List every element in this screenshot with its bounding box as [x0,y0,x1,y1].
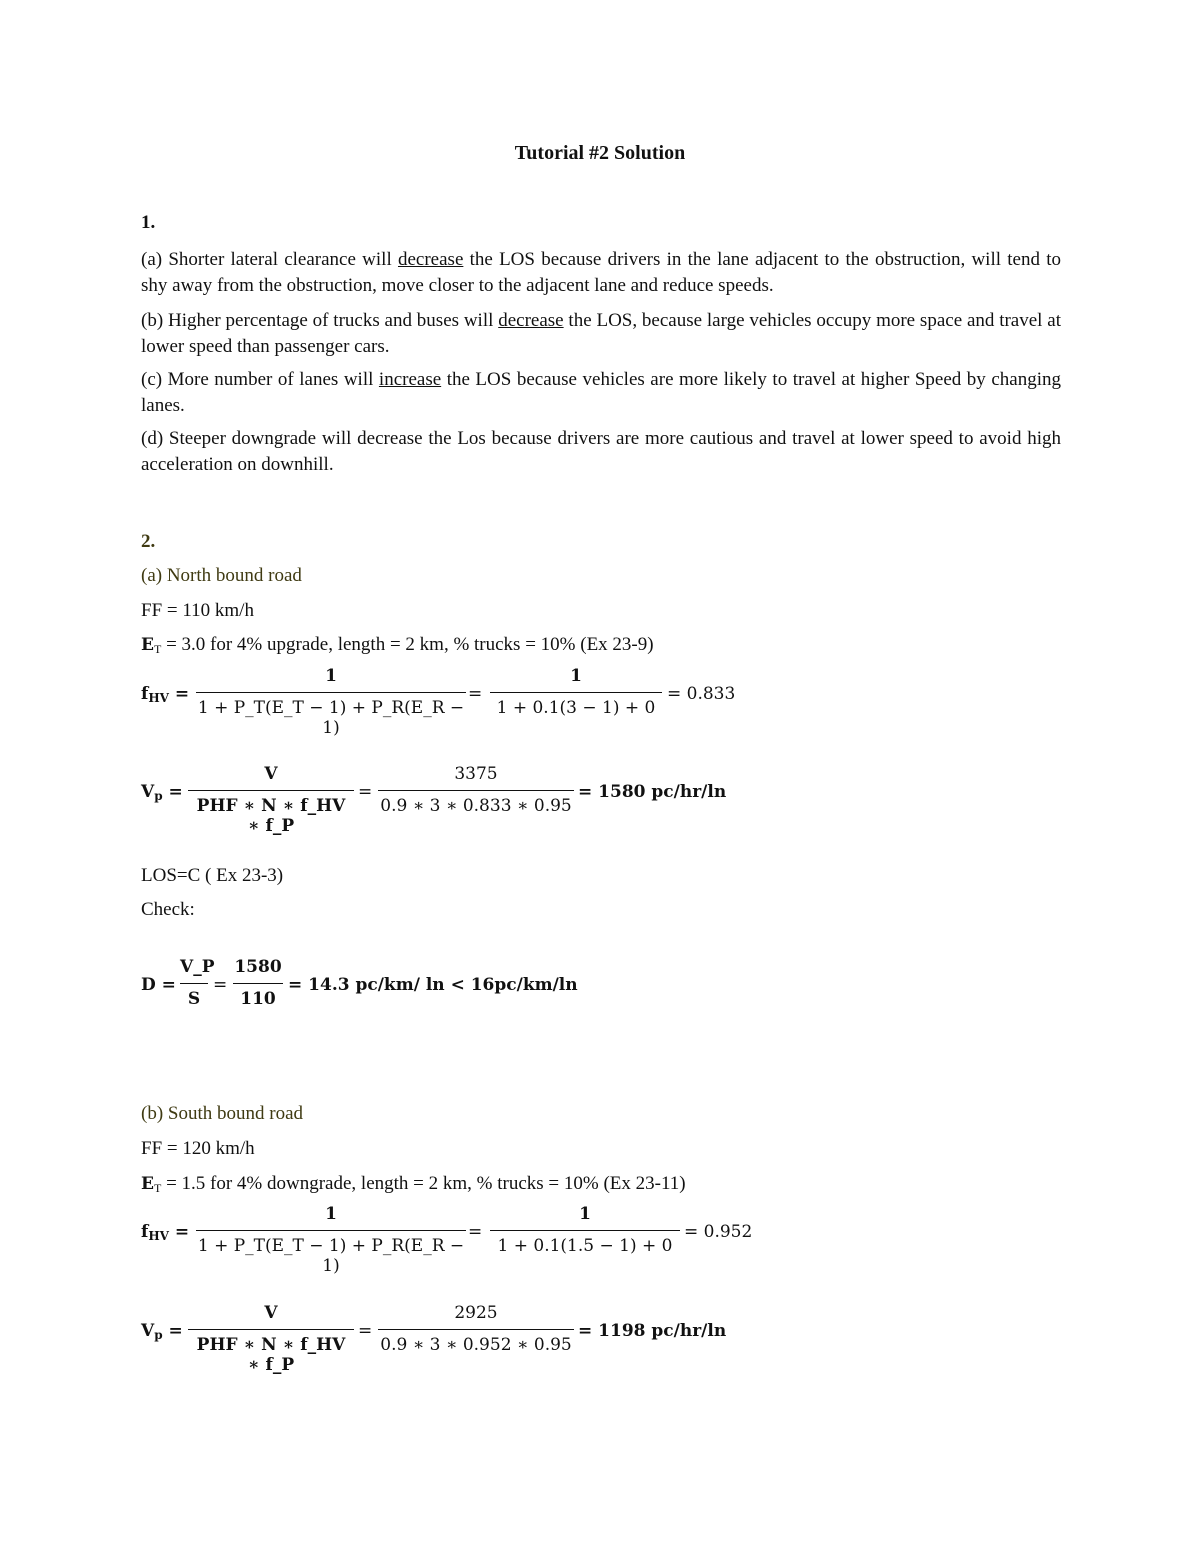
q2a-density-numerator-2: 1580 [234,957,282,977]
q2a-vp-equals: = [358,782,373,802]
q1-part-b [141,308,1061,359]
q2a-density-lhs: D = [141,975,176,995]
q2a-density-bar-1 [180,983,208,984]
q2b-fhv-numerator-2: 1 [579,1204,591,1224]
q1b-text-post: the LOS, because large vehicles occupy more space and travel at lower speed than passenger cars. [141,310,1061,357]
q2a-fhv-numerator-1: 1 [325,666,337,686]
q2a-vp-fraction-1 [188,764,354,836]
q2a-los: LOS=C ( Ex 23-3) [141,865,284,886]
q2a-density-bar-2 [233,983,283,984]
q2b-fhv-denominator-2: 1 + 0.1(1.5 − 1) + 0 [497,1236,673,1256]
q2a-vp-bar-2 [378,790,574,791]
q2b-heading: (b) South bound road [141,1103,304,1124]
q1-part-c [141,367,1061,418]
q2a-fhv-bar-2 [490,692,662,693]
q2a-fhv-lhs: $f_{HV}$ = [141,684,190,705]
q1c-text-post: the LOS because vehicles are more likely to travel at higher Speed by changing lanes. [141,369,1061,416]
q2b-et-subscript: T [153,1181,162,1195]
q2b-vp-numerator-1: V [264,1303,278,1323]
q2a-vp-denominator-2: 0.9 ∗ 3 ∗ 0.833 ∗ 0.95 [380,796,572,816]
q2b-vp-equals: = [358,1321,373,1341]
q2a-free-flow: FF = 110 km/h [141,600,254,621]
q1c-text-pre: (c) More number of lanes will [141,369,379,390]
q2b-vp-lhs: $V_p$ = [141,1321,183,1342]
q2a-vp-symbol: V [141,782,155,802]
q2a-density-denominator-1: S [187,989,201,1009]
q2a-vp-subscript: p [154,789,163,803]
q2a-fhv-result: = 0.833 [667,684,736,704]
q2b-vp-denominator-2: 0.9 ∗ 3 ∗ 0.952 ∗ 0.95 [380,1335,572,1355]
q2a-vp-lhs: $V_p$ = [141,782,183,803]
q2a-fhv-bar-1 [196,692,466,693]
q2a-fhv-denominator-2: 1 + 0.1(3 − 1) + 0 [496,698,656,718]
q2b-free-flow: FF = 120 km/h [141,1138,255,1159]
q1b-underlined: decrease [498,310,564,331]
q2a-density-numerator-1: V_P [180,957,215,977]
q2a-fhv-subscript: HV [148,691,169,705]
q2b-fhv-symbol: f [141,1222,149,1242]
q2a-vp-numerator-1: V [264,764,278,784]
q2a-density-equals: = [213,975,228,995]
q2b-vp-bar-2 [378,1329,574,1330]
q2b-et-text: = 1.5 for 4% downgrade, length = 2 km, % trucks = 10% (Ex 23-11) [161,1173,686,1194]
q2b-vp-result: = 1198 pc/hr/ln [578,1321,727,1341]
page-title: Tutorial #2 Solution [514,142,686,164]
q2a-check-label: Check: [141,899,195,920]
q2a-vp-bar-1 [188,790,354,791]
q2a-et-subscript: T [153,642,162,656]
q2a-vp-result: = 1580 pc/hr/ln [578,782,727,802]
q2a-et-line [141,633,654,657]
q2a-et-symbol: E [141,635,154,655]
q2a-fhv-fraction-2 [490,666,662,726]
q2b-fhv-bar-1 [196,1230,466,1231]
q2a-fhv-numerator-2: 1 [570,666,582,686]
q2a-density-fraction-1 [180,957,215,1017]
question-1-number: 1. [141,212,156,233]
q2a-fhv-denominator-1: 1 + P_T(E_T − 1) + P_R(E_R − 1) [197,698,465,738]
q2a-vp-fraction-2 [378,764,574,824]
q2b-fhv-fraction-2 [490,1204,680,1264]
q1a-text-pre: (a) Shorter lateral clearance will [141,249,398,270]
q1a-text-post: the LOS because drivers in the lane adjacent to the obstruction, will tend to shy away from the obstruction, move closer to the adjacent lane and reduce speeds. [141,249,1062,296]
q2b-fhv-denominator-1: 1 + P_T(E_T − 1) + P_R(E_R − 1) [197,1236,465,1276]
q2b-et-symbol: E [141,1174,154,1194]
q1c-underlined: increase [378,369,442,390]
question-2-number: 2. [141,531,156,552]
q2b-vp-fraction-2 [378,1303,574,1363]
q2b-fhv-lhs: $f_{HV}$ = [141,1222,190,1243]
q2b-fhv-fraction-1 [196,1204,466,1276]
q1b-text-pre: (b) Higher percentage of trucks and buses will [141,310,499,331]
q2b-vp-bar-1 [188,1329,354,1330]
q2a-et-text: = 3.0 for 4% upgrade, length = 2 km, % trucks = 10% (Ex 23-9) [161,634,654,655]
q2a-fhv-fraction-1 [196,666,466,738]
q1a-underlined: decrease [397,249,464,270]
q2b-fhv-numerator-1: 1 [325,1204,337,1224]
q2b-vp-fraction-1 [188,1303,354,1375]
q2b-fhv-subscript: HV [148,1229,169,1243]
q2b-vp-symbol: V [141,1321,155,1341]
q2b-fhv-bar-2 [490,1230,680,1231]
q2b-vp-numerator-2: 2925 [454,1303,498,1323]
q2a-density-fraction-2 [233,957,283,1017]
q1-part-a [141,247,1061,298]
q2a-density-result: = 14.3 pc/km/ ln < 16pc/km/ln [288,975,578,995]
q2b-vp-denominator-1: PHF ∗ N ∗ f_HV ∗ f_P [196,1335,346,1375]
q1-part-d: (d) Steeper downgrade will decrease the Los because drivers are more cautious and travel at lower speed to avoid high acceleration on downhill. [141,428,1061,475]
q2a-density-denominator-2: 110 [240,989,276,1009]
q2a-fhv-equals: = [468,684,483,704]
q2a-vp-denominator-1: PHF ∗ N ∗ f_HV ∗ f_P [196,796,346,836]
q2b-vp-subscript: p [154,1328,163,1342]
q2b-fhv-equals: = [468,1222,483,1242]
q2b-et-line [141,1172,686,1196]
q2a-fhv-symbol: f [141,684,149,704]
q2a-heading: (a) North bound road [141,565,302,586]
q2b-fhv-result: = 0.952 [684,1222,753,1242]
q2a-vp-numerator-2: 3375 [454,764,498,784]
